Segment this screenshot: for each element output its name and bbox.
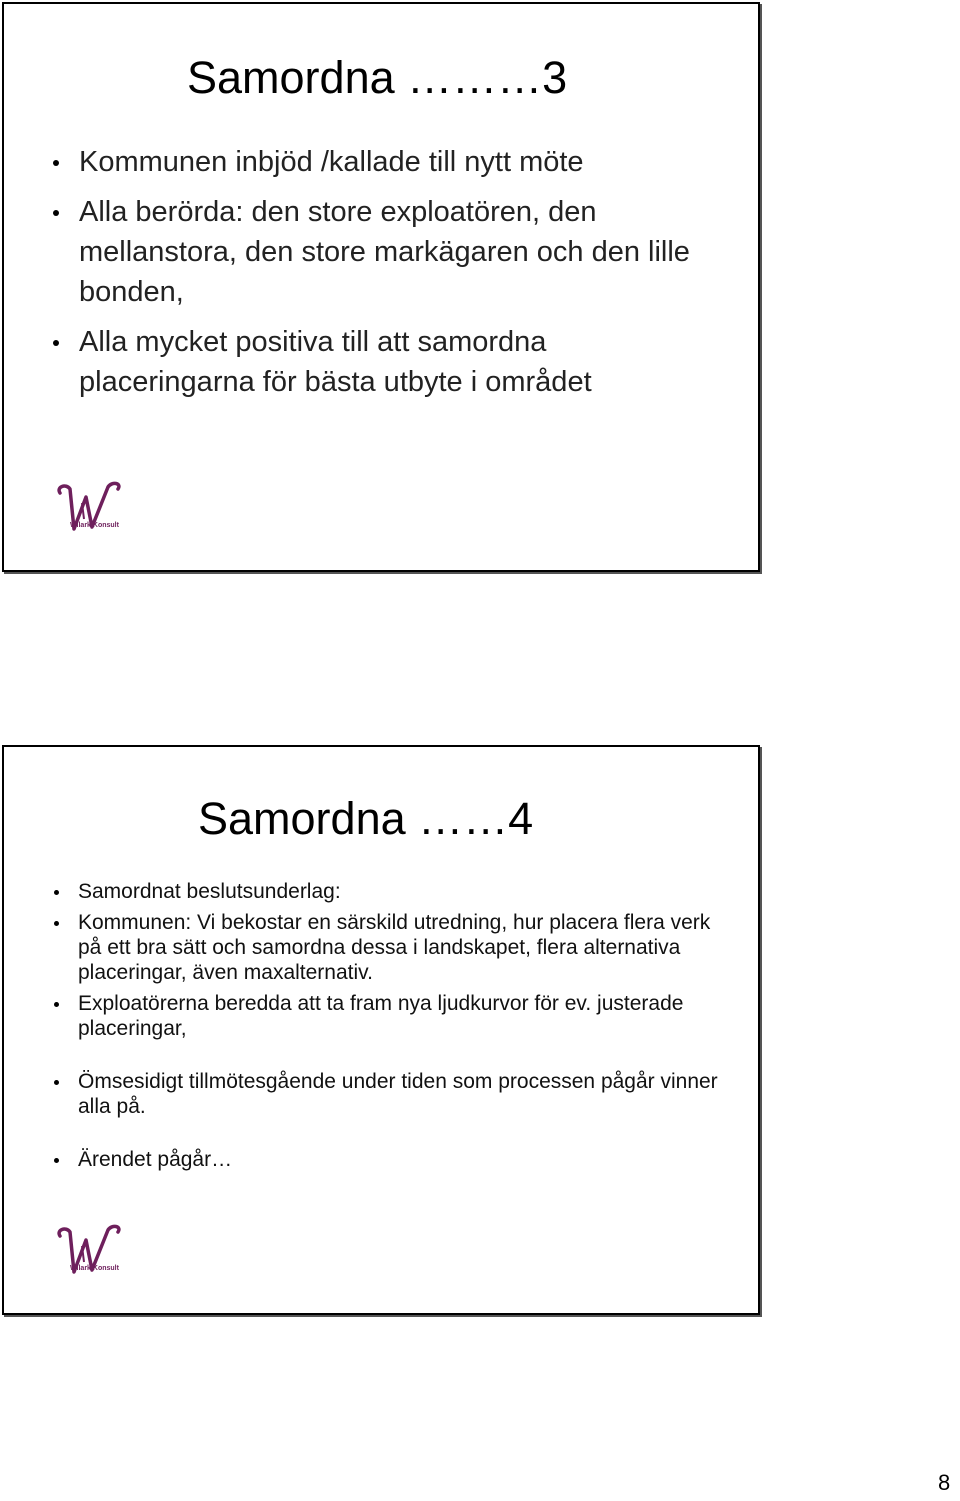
bullet-icon <box>54 890 59 895</box>
bullet-icon <box>54 921 59 926</box>
list-item: Alla mycket positiva till att samordna placeringarna för bästa utbyte i området <box>79 322 719 402</box>
list-item: Exploatörerna beredda att ta fram nya ljudkurvor för ev. justerade placeringar, <box>78 991 738 1041</box>
list-item: Kommunen inbjöd /kallade till nytt möte <box>79 142 719 182</box>
bullet-icon <box>54 1002 59 1007</box>
wilark-logo-icon <box>52 1222 132 1284</box>
bullet-icon <box>54 1080 59 1085</box>
bullet-icon <box>53 210 59 216</box>
svg-text:Wilark Konsult: Wilark Konsult <box>70 1265 119 1272</box>
bullet-icon <box>53 340 59 346</box>
bullet-list <box>78 879 738 1178</box>
wilark-logo-icon <box>52 479 132 541</box>
svg-text:Wilark Konsult: Wilark Konsult <box>70 522 119 529</box>
page-number: 8 <box>938 1470 951 1495</box>
list-item: Alla berörda: den store exploatören, den mellanstora, den store markägaren och den lille bonden, <box>79 192 719 312</box>
list-item: Ömsesidigt tillmötesgående under tiden som processen pågår vinner alla på. <box>78 1069 738 1119</box>
slide-3 <box>2 2 760 572</box>
bullet-icon <box>53 160 59 166</box>
bullet-icon <box>54 1158 59 1163</box>
slide-title: Samordna ………3 <box>187 52 568 103</box>
slide-title: Samordna ……4 <box>198 793 534 844</box>
list-item: Ärendet pågår… <box>78 1147 738 1172</box>
list-item: Kommunen: Vi bekostar en särskild utredning, hur placera flera verk på ett bra sätt och samordna dessa i landskapet, flera alternativa placeringar, även maxalternativ. <box>78 910 738 985</box>
list-item: Samordnat beslutsunderlag: <box>78 879 738 904</box>
slide-4 <box>2 745 760 1315</box>
bullet-list <box>79 142 719 412</box>
